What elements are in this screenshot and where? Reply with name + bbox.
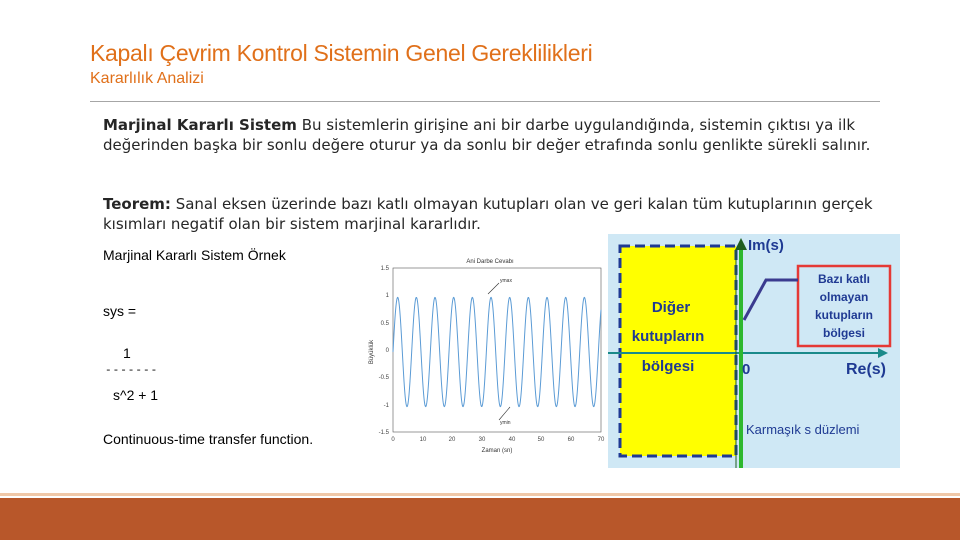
definition-term: Marjinal Kararlı Sistem [103,116,297,134]
theorem-paragraph [103,194,873,234]
y-tick: 1.5 [380,266,389,272]
ymax-label: ymax [500,278,512,284]
plane-caption: Karmaşık s düzlemi [746,422,860,437]
re-axis-label: Re(s) [846,361,887,378]
s-plane-figure [608,234,900,468]
left-half-region [620,246,736,456]
y-tick: -0.5 [378,375,389,381]
example-title: Marjinal Kararlı Sistem Örnek [103,247,286,263]
theorem-text: Sanal eksen üzerinde bazı katlı olmayan kutupları olan ve geri kalan tüm kutuplarının gerçek kısımları negatif olan bir sistem marjinal kararlıdır. [103,195,873,233]
x-tick: 0 [391,437,395,443]
x-tick: 50 [537,437,545,443]
tf-numerator: 1 [123,345,131,361]
theorem-term: Teorem: [103,195,171,213]
sys-label: sys = [103,303,137,319]
x-tick: 40 [508,437,516,443]
plot-ylabel: Büyüklük [369,339,375,365]
box-line3: kutupların [814,308,874,322]
x-tick-labels [391,437,605,443]
tf-fraction-bar: ------- [105,365,159,377]
y-tick: 0 [385,348,389,354]
plot-title: Ani Darbe Cevabı [466,259,514,265]
y-tick-labels [379,266,390,436]
im-axis-label: Im(s) [748,237,784,254]
impulse-response-plot [360,248,610,458]
y-tick: 0.5 [380,321,389,327]
x-tick: 60 [567,437,575,443]
y-tick: 1 [385,293,389,299]
x-tick: 70 [597,437,605,443]
tf-denominator: s^2 + 1 [113,387,159,403]
definition-paragraph [103,115,873,155]
definition-text: Bu sistemlerin girişine ani bir darbe uygulandığında, sistemin çıktısı ya ilk değerinden başka bir sonlu değere oturur ya da sonlu bir değer etrafında sonlu genlikte sürekli salınır. [103,116,871,154]
tf-caption: Continuous-time transfer function. [103,431,314,447]
y-tick: -1 [383,403,389,409]
x-tick: 10 [419,437,427,443]
left-region-line1: Diğer [651,299,691,316]
ymin-label: ymin [500,420,511,426]
box-line1: Bazı katlı [817,272,871,286]
left-region-line3: bölgesi [641,358,695,375]
x-tick: 30 [478,437,486,443]
slide-subtitle: Kararlılık Analizi [90,70,204,87]
origin-label: 0 [742,361,751,378]
plot-xlabel: Zaman (sn) [481,448,513,454]
title-divider [90,101,880,102]
y-tick: -1.5 [378,430,389,436]
slide-title: Kapalı Çevrim Kontrol Sistemin Genel Gereklilikleri [90,40,593,66]
box-line4: bölgesi [822,326,866,340]
footer-accent-line [0,493,960,496]
x-tick: 20 [448,437,456,443]
left-region-line2: kutupların [631,328,705,345]
footer-bar [0,498,960,540]
box-line2: olmayan [819,290,869,304]
